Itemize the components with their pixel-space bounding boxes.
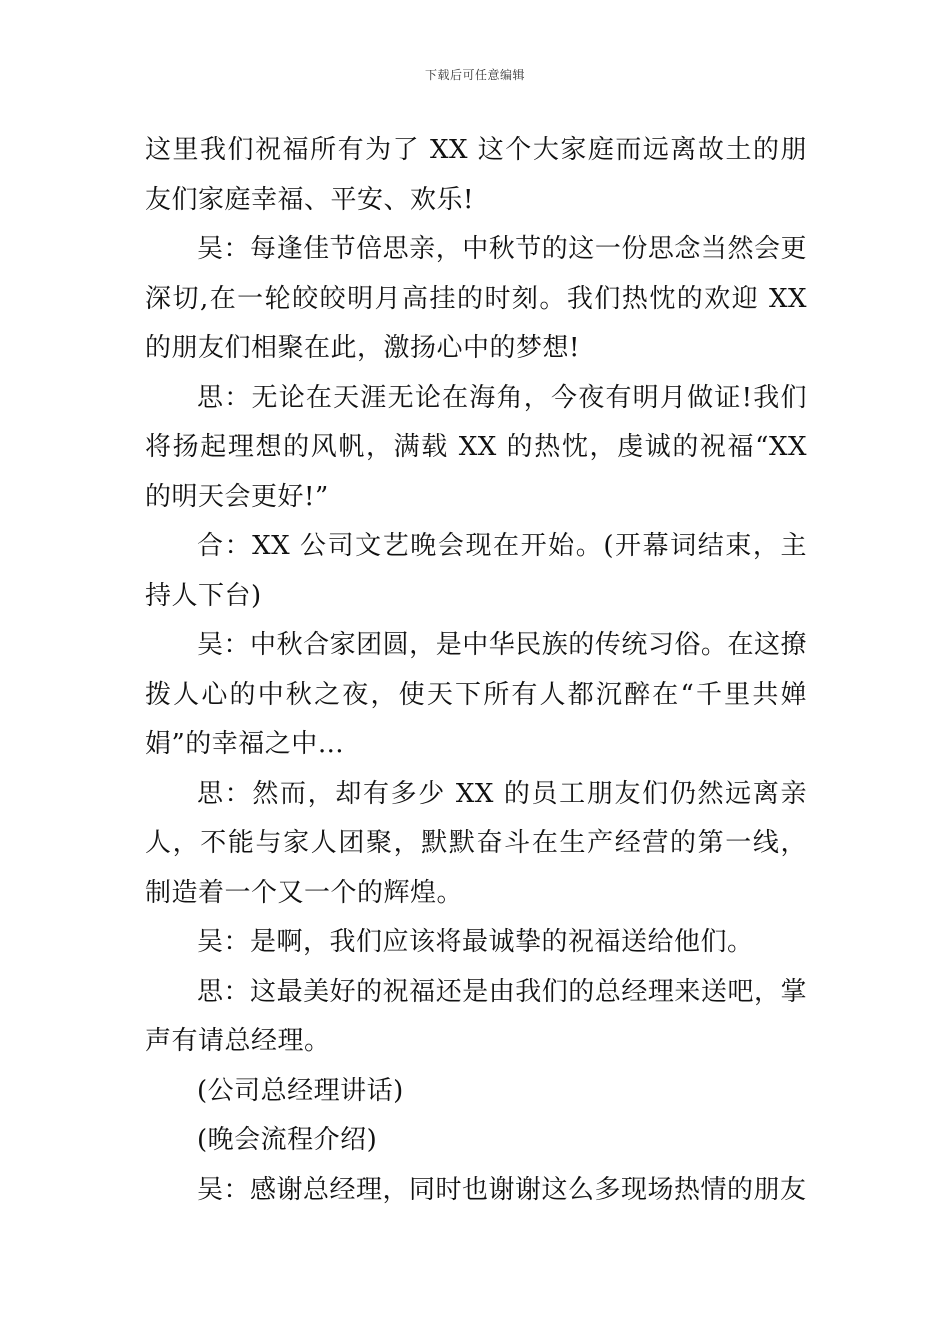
paragraph-si-invite-gm: 思：这最美好的祝福还是由我们的总经理来送吧，掌声有请总经理。 [145,976,807,1056]
paragraph-wu-blessing: 吴：是啊，我们应该将最诚挚的祝福送给他们。 [197,927,754,957]
paragraph-si-employees: 思：然而，却有多少 XX 的员工朋友们仍然远离亲人，不能与家人团聚，默默奋斗在生产经营的第一线，制造着一个又一个的辉煌。 [145,778,807,908]
paragraph-program-intro: (晚会流程介绍) [197,1125,378,1155]
document-body [145,126,807,1215]
paragraph-gm-speech: (公司总经理讲话) [197,1075,404,1106]
paragraph-together-opening: 合：XX 公司文艺晚会现在开始。(开幕词结束，主持人下台) [145,531,807,611]
paragraph-blessing: 这里我们祝福所有为了 XX 这个大家庭而远离故土的朋友们家庭幸福、平安、欢乐! [145,135,807,215]
paragraph-wu-welcome: 吴：每逢佳节倍思亲，中秋节的这一份思念当然会更深切,在一轮皎皎明月高挂的时刻。我们热忱的欢迎 XX 的朋友们相聚在此，激扬心中的梦想! [145,234,807,363]
paragraph-wu-tradition: 吴：中秋合家团圆，是中华民族的传统习俗。在这撩拨人心的中秋之夜，使天下所有人都沉醉在“千里共婵娟”的幸福之中… [145,630,807,759]
page-header: 下载后可任意编辑 [424,68,525,82]
paragraph-si-moon: 思：无论在天涯无论在海角，今夜有明月做证!我们将扬起理想的风帆，满载 XX 的热忱，虔诚的祝福“XX 的明天会更好!” [145,382,807,512]
paragraph-wu-thanks: 吴：感谢总经理，同时也谢谢这么多现场热情的朋友 [197,1174,807,1205]
